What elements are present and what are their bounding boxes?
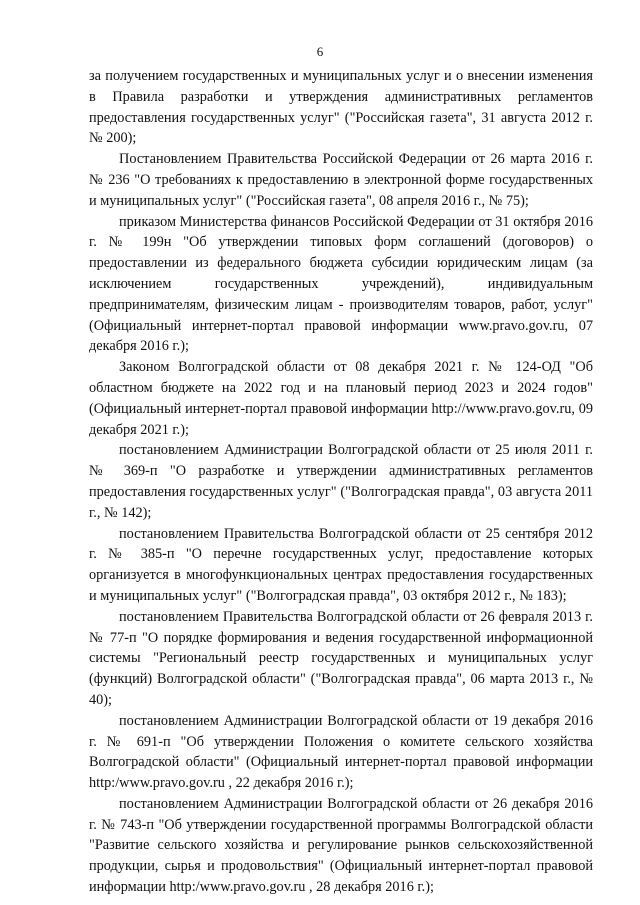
document-body xyxy=(89,66,593,898)
paragraph-regional-law-124-od: Законом Волгоградской области от 08 декабря 2021 г. № 124-ОД "Об областном бюджете на 2022 год и на плановый период 2023 и 2024 годов" (Официальный интернет-портал правовой информации http://www.pravo.gov.ru, 09 декабря 2021 г.); xyxy=(89,359,593,438)
paragraph-finance-order-199n: приказом Министерства финансов Российской Федерации от 31 октября 2016 г. № 199н "Об утверждении типовых форм соглашений (договоров) о предоставлении из федерального бюджета субсидии юридическим лицам (за исключением государственных учреждений), индивидуальным предпринимателям, физическим лицам - производителям товаров, работ, услуг" (Официальный интернет-портал правовой информации www.pravo.gov.ru, 07 декабря 2016 г.); xyxy=(89,213,593,355)
paragraph-decree-77p: постановлением Правительства Волгоградской области от 26 февраля 2013 г. № 77-п "О порядке формирования и ведения государственной информационной системы "Региональный реестр государственных и муниципальных услуг (функций) Волгоградской области" ("Волгоградская правда", 06 марта 2013 г., № 40); xyxy=(89,608,593,708)
page-number: 6 xyxy=(316,44,324,59)
paragraph-decree-385p: постановлением Правительства Волгоградской области от 25 сентября 2012 г. № 385-п "О перечне государственных услуг, предоставление которых организуется в многофункциональных центрах предоставления государственных и муниципальных услуг" ("Волгоградская правда", 03 октября 2012 г., № 183); xyxy=(89,525,593,604)
paragraph-decree-743p: постановлением Администрации Волгоградской области от 26 декабря 2016 г. № 743-п "Об утверждении государственной программы Волгоградской области "Развитие сельского хозяйства и регулирование рынков сельскохозяйственной продукции, сырья и продовольствия" (Официальный интернет-портал правовой информации http:/www.pravo.gov.ru , 28 декабря 2016 г.); xyxy=(89,795,593,896)
paragraph-federal-decree-236: Постановлением Правительства Российской Федерации от 26 марта 2016 г. № 236 "О требованиях к предоставлению в электронной форме государственных и муниципальных услуг" ("Российская газета", 08 апреля 2016 г., № 75); xyxy=(89,151,593,209)
paragraph-decree-369p: постановлением Администрации Волгоградской области от 25 июля 2011 г. № 369-п "О разработке и утверждении административных регламентов предоставления государственных услуг" ("Волгоградская правда", 03 августа 2011 г., № 142); xyxy=(89,442,593,521)
paragraph-decree-691p: постановлением Администрации Волгоградской области от 19 декабря 2016 г. № 691-п "Об утверждении Положения о комитете сельского хозяйства Волгоградской области" (Официальный интернет-портал правовой информации http:/www.pravo.gov.ru , 22 декабря 2016 г.); xyxy=(89,712,593,792)
paragraph-continuation: за получением государственных и муниципальных услуг и о внесении изменения в Правила разработки и утверждения административных регламентов предоставления государственных услуг" ("Российская газета", 31 августа 2012 г. № 200); xyxy=(89,68,593,147)
